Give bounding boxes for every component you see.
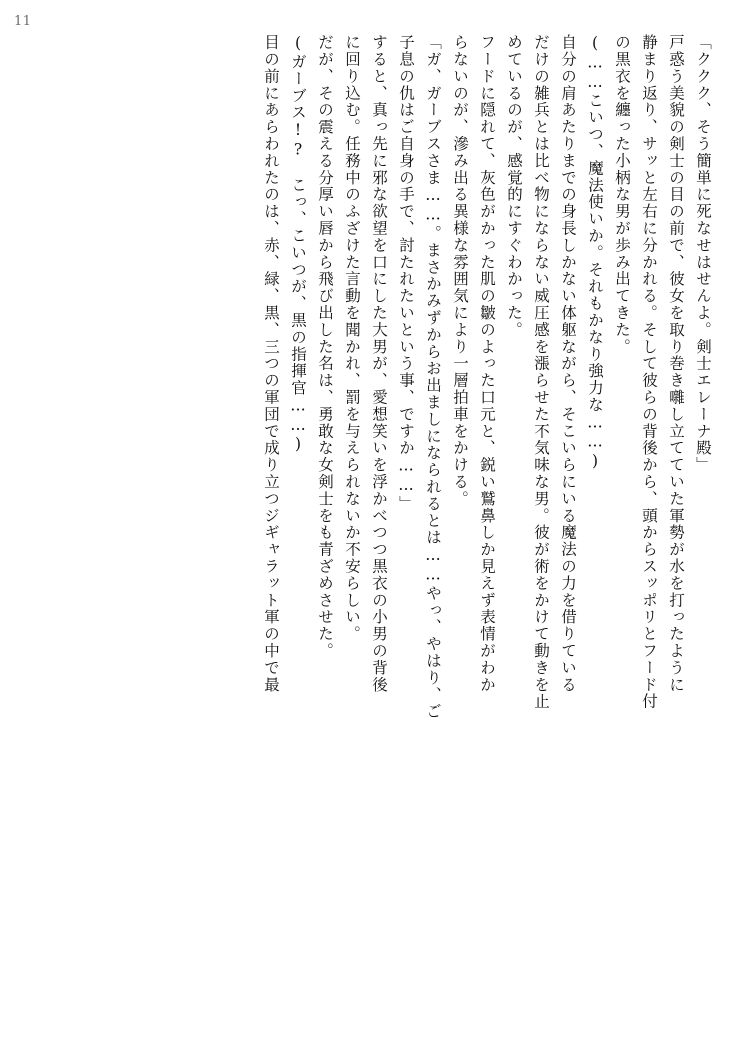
text-column: 子息の仇はご自身の手で、討たれたいという事、ですか……」 — [397, 34, 415, 513]
text-column: フードに隠れて、灰色がかった肌の皺のよった口元と、鋭い鷲鼻しか見えず表情がわか — [478, 34, 496, 694]
text-column: 「ククク、そう簡単に死なせはせんよ。剣士エレーナ殿」 — [694, 34, 712, 474]
text-column: の黒衣を纏った小柄な男が歩み出てきた。 — [613, 34, 631, 356]
text-column: (……こいつ、魔法使いか。それもかなり強力な……) — [586, 34, 604, 472]
text-column: 自分の肩あたりまでの身長しかない体躯ながら、そこいらにいる魔法の力を借りている — [559, 34, 577, 694]
text-column: 「ガ、ガーブスさま……。まさかみずからお出ましになられるとは……やっ、やはり、ご — [424, 34, 442, 720]
text-column: 静まり返り、サッと左右に分かれる。そして彼らの背後から、頭からスッポリとフード付 — [640, 34, 658, 710]
text-column: (ガーブス!? こっ、こいつが、黒の指揮官……) — [289, 34, 307, 455]
text-column: 目の前にあらわれたのは、赤、緑、黒、三つの軍団で成り立つジギャラット軍の中で最 — [262, 34, 280, 694]
text-column: らないのが、滲み出る異様な雰囲気により一層拍車をかける。 — [451, 34, 469, 508]
text-column: に回り込む。任務中のふざけた言動を聞かれ、罰を与えられないか不安らしい。 — [343, 34, 361, 643]
text-column: だが、その震える分厚い唇から飛び出した名は、勇敢な女剣士をも青ざめさせた。 — [316, 34, 334, 660]
text-column: めているのが、感覚的にすぐわかった。 — [505, 34, 523, 339]
page-number: 11 — [14, 14, 32, 29]
text-column: だけの雑兵とは比べ物にならない威圧感を漲らせた不気味な男。彼が術をかけて動きを止 — [532, 34, 550, 710]
vertical-text-body — [60, 34, 710, 1014]
text-column: すると、真っ先に邪な欲望を口にした大男が、愛想笑いを浮かべつつ黒衣の小男の背後 — [370, 34, 388, 694]
text-column: 戸惑う美貌の剣士の目の前で、彼女を取り巻き囃し立てていた軍勢が水を打ったように — [667, 34, 685, 694]
